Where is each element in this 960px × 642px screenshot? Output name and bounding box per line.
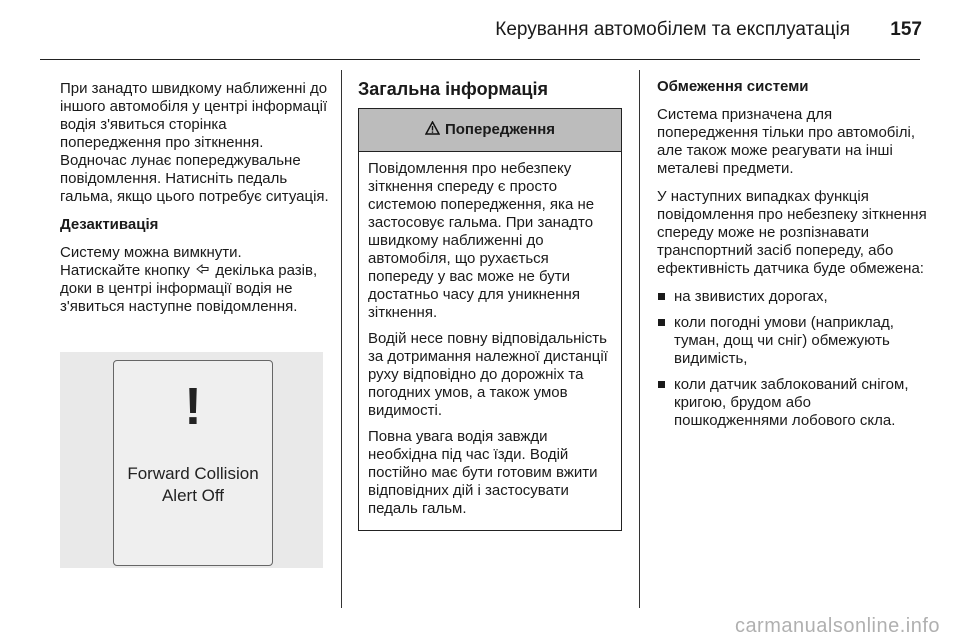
display-illustration: [60, 352, 323, 568]
warning-box: [358, 108, 622, 531]
list-item: коли погодні умови (наприклад, туман, дощ чи сніг) обмежують видимість,: [657, 314, 927, 368]
deactivation-paragraph: [60, 244, 330, 316]
warning-triangle-icon: [425, 121, 440, 140]
steering-wheel-button-icon: [194, 262, 211, 280]
limitations-paragraph: Система призначена для попередження тільки про автомобілі, але також може реагувати на інші металеві предмети.: [657, 106, 915, 177]
section-title-general: Загальна інформація: [358, 79, 548, 99]
cases-paragraph: У наступних випадках функція повідомлення про небезпеку зіткнення спереду може не розпізнавати транспортний засіб попереду, або ефективність датчика буде обмежена:: [657, 188, 927, 277]
deactivation-before-icon: Натискайте кнопку: [60, 262, 190, 279]
middle-column: [358, 78, 624, 531]
watermark: carmanualsonline.info: [734, 615, 940, 637]
deactivation-after-icon: декілька разів, доки в центрі інформації водія не з'явиться наступне повідомлення.: [60, 262, 318, 315]
warning-header: [359, 109, 621, 152]
limitations-heading: Обмеження системи: [657, 78, 809, 95]
header-divider: [40, 59, 920, 60]
warning-paragraph: Повна увага водія завжди необхідна під час їзди. Водій постійно має бути готовим вжити відповідних дій і застосувати педаль гальм.: [368, 428, 598, 517]
left-column: [60, 80, 330, 326]
page-number: 157: [890, 19, 922, 40]
right-column: [657, 78, 927, 438]
column-divider-right: [639, 70, 640, 608]
display-message: Forward Collision Alert Off: [127, 464, 259, 505]
page-header-title: Керування автомобілем та експлуатація: [495, 19, 850, 40]
column-divider-left: [341, 70, 342, 608]
warning-title: Попередження: [444, 121, 556, 138]
exclamation-icon: !: [184, 378, 202, 436]
limitations-list: [657, 288, 927, 430]
deactivation-heading: Дезактивація: [60, 216, 159, 233]
deactivation-line1: Систему можна вимкнути.: [60, 244, 242, 261]
warning-paragraph: Повідомлення про небезпеку зіткнення спереду є просто системою попередження, яка не застосовує гальма. При занадто швидкому наближенні до автомобіля, що рухається попереду у вас може не бути достатньо часу для уникнення зіткнення.: [368, 160, 595, 321]
intro-paragraph: При занадто швидкому наближенні до іншого автомобіля у центрі інформації водія з'явиться сторінка попередження про зіткнення. Водночас лунає попереджувальне повідомлення. Натисніть педаль гальма, якщо цього потребує ситуація.: [60, 80, 329, 205]
info-display-panel: [113, 360, 273, 566]
list-item: на звивистих дорогах,: [657, 288, 927, 306]
list-item: коли датчик заблокований снігом, кригою, брудом або пошкодженнями лобового скла.: [657, 376, 927, 430]
warning-body: [359, 152, 621, 530]
warning-paragraph: Водій несе повну відповідальність за дотримання належної дистанції руху відповідно до дорожніх та погодних умов, а також умов видимості.: [368, 330, 608, 419]
